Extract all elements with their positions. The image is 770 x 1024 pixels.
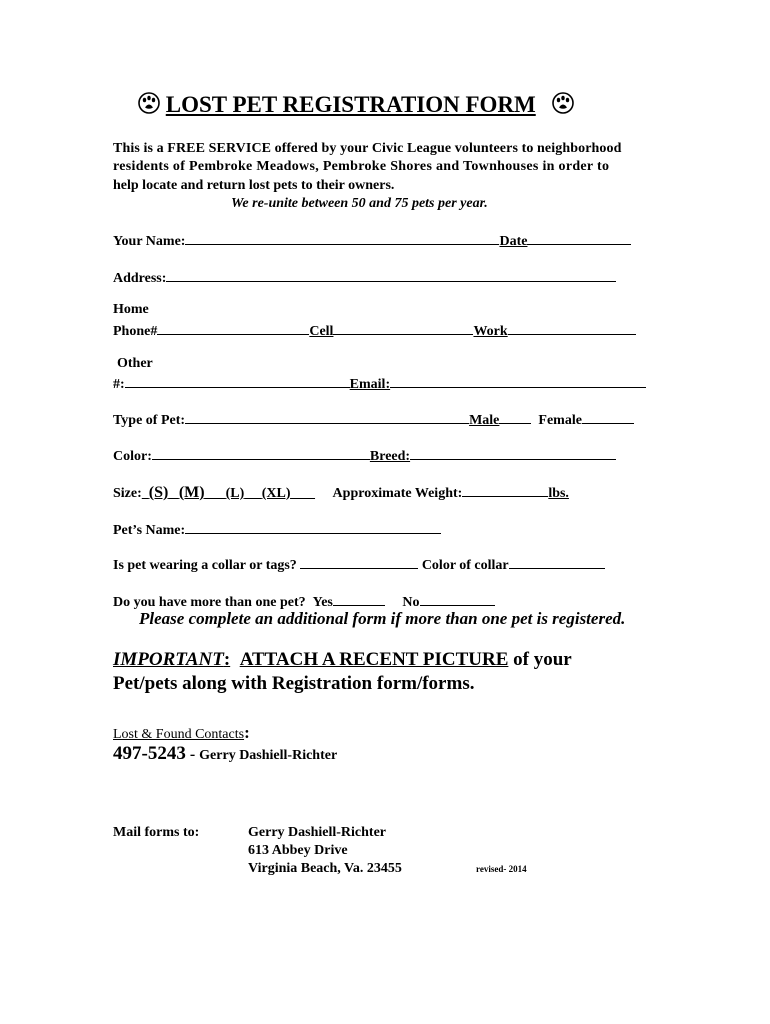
- size-weight-row: [113, 483, 569, 502]
- attach-picture-text: ATTACH A RECENT PICTURE: [239, 649, 509, 670]
- breed-field[interactable]: [410, 446, 616, 460]
- pets-name-row: [113, 520, 441, 539]
- paw-print-icon: [552, 92, 574, 114]
- contacts-heading: [113, 723, 250, 743]
- mail-line-3: Virginia Beach, Va. 23455: [248, 861, 402, 876]
- important-colon: :: [223, 649, 231, 670]
- collar-question-label: Is pet wearing a collar or tags?: [113, 558, 297, 573]
- pet-type-row: [113, 410, 634, 429]
- title-text: LOST PET REGISTRATION FORM: [165, 92, 536, 117]
- yes-label: Yes: [312, 595, 333, 610]
- color-field[interactable]: [152, 446, 370, 460]
- pets-name-label: Pet’s Name:: [113, 523, 186, 538]
- phone-row: [113, 321, 636, 340]
- important-line-2: Pet/pets along with Registration form/forms.: [113, 673, 475, 694]
- intro-line-3: help locate and return lost pets to their owners.: [113, 178, 395, 193]
- your-name-label: Your Name:: [113, 234, 186, 249]
- intro-line-1: This is a FREE SERVICE offered by your Civic League volunteers to neighborhood: [113, 141, 622, 156]
- contact-dash: -: [185, 746, 200, 763]
- lbs-label: lbs.: [548, 486, 569, 501]
- size-small[interactable]: (S): [148, 484, 169, 501]
- address-row: [113, 268, 616, 287]
- work-field[interactable]: [508, 321, 636, 335]
- mail-line-1: Gerry Dashiell-Richter: [248, 825, 387, 840]
- no-field[interactable]: [420, 592, 495, 606]
- form-title: [138, 92, 574, 118]
- collar-tags-field[interactable]: [300, 555, 418, 569]
- cell-field[interactable]: [333, 321, 473, 335]
- color-label: Color:: [113, 449, 152, 464]
- address-field[interactable]: [166, 268, 616, 282]
- yes-field[interactable]: [333, 592, 385, 606]
- important-label: IMPORTANT: [113, 649, 224, 670]
- intro-line-2: residents of Pembroke Meadows, Pembroke Shores and Townhouses in order to: [113, 159, 610, 174]
- email-field[interactable]: [390, 374, 646, 388]
- contacts-heading-colon: :: [244, 723, 250, 742]
- important-rest: of your: [508, 649, 572, 670]
- contacts-heading-text: Lost & Found Contacts: [113, 727, 245, 742]
- collar-color-field[interactable]: [509, 555, 605, 569]
- size-options: [142, 486, 315, 501]
- pets-name-field[interactable]: [185, 520, 441, 534]
- other-hash-label: #:: [113, 377, 125, 392]
- type-of-pet-field[interactable]: [185, 410, 469, 424]
- additional-form-note: Please complete an additional form if more than one pet is registered.: [139, 609, 626, 628]
- revised-note: revised- 2014: [476, 864, 527, 874]
- size-medium[interactable]: (M): [178, 484, 205, 501]
- other-label: Other: [117, 356, 153, 371]
- male-label: Male: [469, 413, 500, 428]
- email-label: Email:: [349, 377, 391, 392]
- your-name-field[interactable]: [185, 231, 499, 245]
- approx-weight-label: Approximate Weight:: [332, 486, 463, 501]
- contact-phone: 497-5243: [113, 743, 186, 764]
- date-label: Date: [499, 234, 528, 249]
- color-breed-row: [113, 446, 616, 465]
- cell-label: Cell: [309, 324, 334, 339]
- no-label: No: [402, 595, 420, 610]
- mail-line-2: 613 Abbey Drive: [248, 843, 348, 858]
- color-of-collar-label: Color of collar: [421, 558, 509, 573]
- intro-tagline: We re-unite between 50 and 75 pets per year.: [231, 196, 488, 211]
- more-than-one-label: Do you have more than one pet?: [113, 595, 306, 610]
- home-phone-field[interactable]: [157, 321, 309, 335]
- other-email-row: [113, 374, 646, 393]
- weight-field[interactable]: [462, 483, 548, 497]
- female-label: Female: [538, 413, 582, 428]
- home-label: Home: [113, 302, 149, 317]
- female-field[interactable]: [582, 410, 634, 424]
- important-line-1: [113, 649, 572, 671]
- other-number-field[interactable]: [125, 374, 350, 388]
- contact-name: Gerry Dashiell-Richter: [199, 748, 338, 763]
- size-extra-large[interactable]: (XL): [261, 486, 291, 501]
- work-label: Work: [473, 324, 508, 339]
- phone-label: Phone#: [113, 324, 158, 339]
- collar-row: [113, 555, 605, 574]
- address-label: Address:: [113, 271, 167, 286]
- type-of-pet-label: Type of Pet:: [113, 413, 186, 428]
- mail-forms-label: Mail forms to:: [113, 825, 200, 840]
- date-field[interactable]: [527, 231, 631, 245]
- paw-print-icon: [138, 92, 160, 114]
- breed-label: Breed:: [369, 449, 411, 464]
- size-label: Size:: [113, 486, 142, 501]
- name-date-row: [113, 231, 631, 250]
- male-field[interactable]: [499, 410, 531, 424]
- size-large[interactable]: (L): [225, 486, 245, 501]
- contact-line: [113, 743, 337, 765]
